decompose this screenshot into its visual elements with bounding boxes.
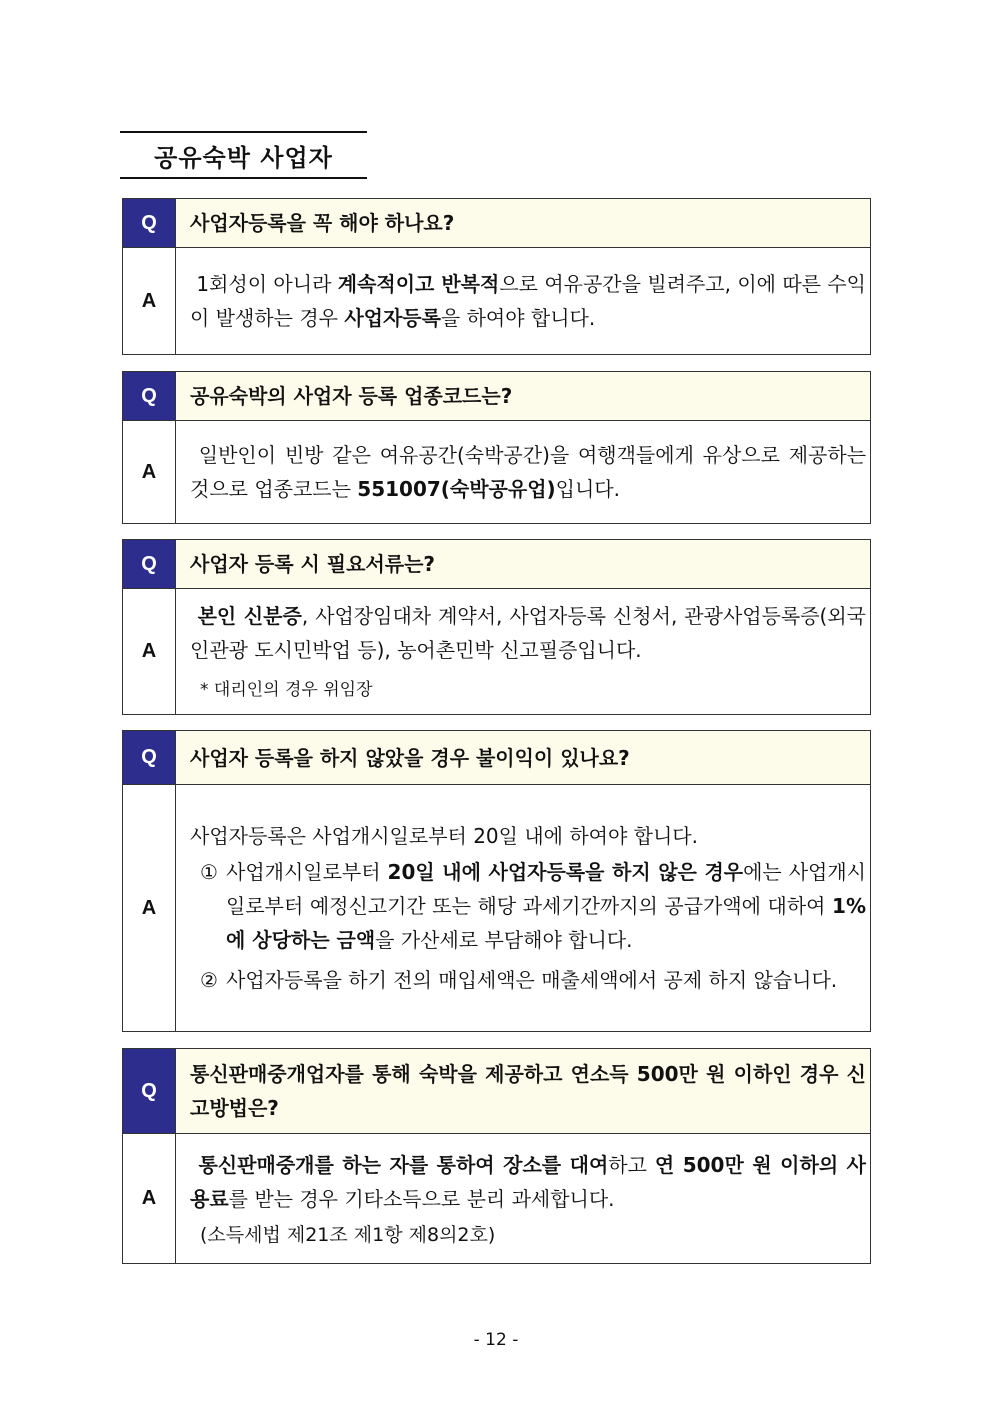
q-badge: Q [123,1049,176,1133]
answer-paragraph [190,267,866,335]
answer-row [123,248,870,354]
answer-plain: 일반인이 빈방 같은 여유공간(숙박공간)을 여행객들에게 유상으로 제공하는 것으로 업종코드는 [190,443,873,501]
page-title: 공유숙박 사업자 [120,131,367,179]
answer-plain: , 사업장임대차 계약서, 사업자등록 신청서, 관광사업등록증(외국인관광 도시민박업 등), 농어촌민박 신고필증입니다. [190,603,866,662]
page-number: - 12 - [473,1330,519,1350]
a-badge: A [123,1134,176,1263]
q-badge: Q [123,731,176,784]
answer-paragraph [190,1148,866,1216]
item-number: ② [200,968,218,992]
answer-bold: 계속적이고 반복적 [337,272,500,296]
q-badge: Q [123,199,176,247]
answer-list-item-1 [190,855,866,957]
answer-bold: 사업자등록 [344,306,441,330]
answer-bold: 551007(숙박공유업) [357,477,556,501]
answer-plain: 입니다. [555,477,620,501]
answer-bold: 본인 신분증 [190,603,302,628]
answer-row [123,421,873,523]
answer-text [176,248,870,354]
answer-plain: 으로 여유공간을 빌려주고, 이에 따른 수익이 발생하는 경우 [190,272,866,330]
question-row [123,540,870,589]
a-badge: A [123,421,176,523]
answer-note: * 대리인의 경우 위임장 [200,679,373,700]
answer-paragraph [190,438,873,506]
qa-block-3 [122,539,871,715]
question-text: 통신판매중개업자를 통해 숙박을 제공하고 연소득 500만 원 이하인 경우 신고방법은? [176,1049,870,1133]
answer-bold: 연 500만 원 이하의 사용료 [190,1152,866,1211]
answer-citation: (소득세법 제21조 제1항 제8의2호) [200,1223,496,1246]
item-text: 사업자등록을 하기 전의 매입세액은 매출세액에서 공제 하지 않습니다. [226,968,838,992]
a-badge: A [123,589,176,714]
answer-plain: 를 받는 경우 기타소득으로 분리 과세합니다. [228,1186,615,1211]
question-text: 사업자 등록을 하지 않았을 경우 불이익이 있나요? [176,731,870,784]
answer-plain: 에는 사업개시일로부터 예정신고기간 또는 해당 과세기간까지의 공급가액에 대하여 [226,860,867,918]
answer-intro: 사업자등록은 사업개시일로부터 20일 내에 하여야 합니다. [190,824,698,848]
answer-row [123,1134,870,1263]
item-number: ① [200,860,218,884]
answer-list-item-2 [190,963,866,997]
question-text: 사업자등록을 꼭 해야 하나요? [176,199,870,247]
question-row [123,731,870,785]
qa-block-1 [122,198,871,355]
question-text: 사업자 등록 시 필요서류는? [176,540,870,588]
answer-row [123,785,870,1031]
answer-plain: 을 가산세로 부담해야 합니다. [375,928,633,952]
answer-text [176,421,873,523]
qa-block-5 [122,1048,871,1264]
answer-bold: 통신판매중개를 하는 자를 통하여 장소를 대여 [190,1152,609,1177]
answer-plain: 하고 [608,1152,655,1177]
q-badge: Q [123,372,176,420]
answer-bold: 1%에 상당하는 금액 [226,894,867,952]
answer-text [176,1134,870,1263]
a-badge: A [123,785,176,1031]
question-row [123,199,870,248]
answer-bold: 20일 내에 사업자등록을 하지 않은 경우 [387,860,744,884]
q-badge: Q [123,540,176,588]
answer-text [176,785,870,1031]
question-text: 공유숙박의 사업자 등록 업종코드는? [176,372,870,420]
question-row [123,1049,870,1134]
answer-text [176,589,870,714]
qa-block-2 [122,371,871,524]
qa-block-4 [122,730,871,1032]
item-text [226,855,866,957]
answer-paragraph [190,599,866,667]
question-row [123,372,870,421]
a-badge: A [123,248,176,354]
answer-plain: 을 하여야 합니다. [440,306,596,330]
answer-row [123,589,870,714]
answer-plain: 1회성이 아니라 [190,272,338,296]
answer-plain: 사업개시일로부터 [226,860,388,884]
